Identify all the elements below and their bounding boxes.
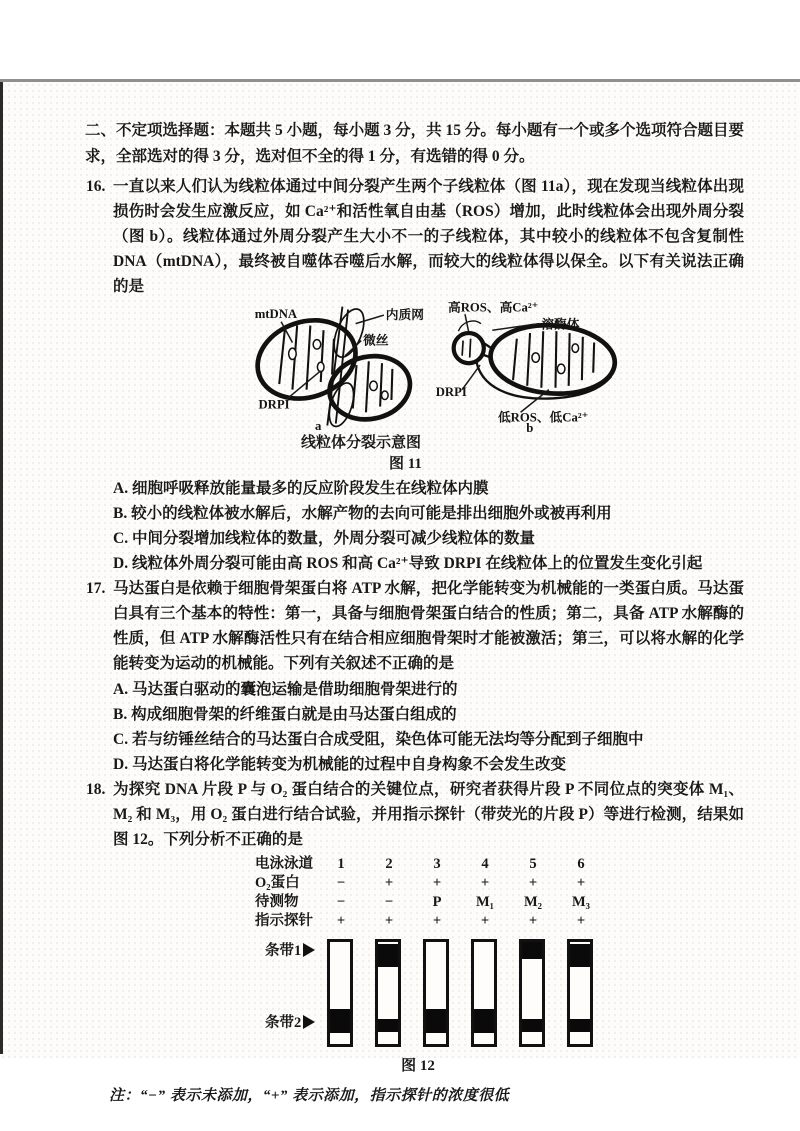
gel-lanes: [327, 939, 593, 1047]
label-lysosome: 溶酶体: [541, 317, 580, 332]
table-row: [255, 912, 744, 931]
label-endoplasmic-reticulum: 内质网: [385, 307, 424, 322]
question-18-stem: 为探究 DNA 片段 P 与 O₂ 蛋白结合的关键位点，研究者获得片段 P 不同位点的突变体 M₁、M₂ 和 M₃，用 O₂ 蛋白进行结合试验，并用指示探针（带荧光的片段 P）等进行检测，结果如图 12。下列分析不正确的是: [113, 781, 744, 848]
cell: +: [576, 913, 586, 929]
band1-thick: [570, 944, 590, 967]
cell: +: [576, 875, 586, 891]
label-drpi-a: DRPI: [258, 397, 290, 412]
cell: +: [432, 875, 442, 891]
gel-lane-2: [375, 939, 401, 1047]
band2-label: [265, 1011, 315, 1032]
cell: 1: [337, 856, 345, 872]
question-16-options: [113, 476, 744, 576]
row-label: 电泳泳道: [255, 856, 313, 872]
page-content: [0, 82, 800, 1105]
cell: −: [384, 894, 394, 910]
cell: −: [336, 875, 346, 891]
option: C. 若与纺锤丝结合的马达蛋白合成受阻，染色体可能无法均等分配到子细胞中: [113, 731, 644, 748]
mitochondria-diagram: [223, 301, 673, 433]
gel-area: [265, 939, 593, 1049]
row-label: 指示探针: [255, 913, 313, 929]
cell: M₃: [571, 894, 591, 910]
option: B. 构成细胞骨架的纤维蛋白就是由马达蛋白组成的: [113, 706, 457, 723]
cell: +: [336, 913, 346, 929]
row-label: O₂蛋白: [255, 875, 300, 891]
option: C. 中间分裂增加线粒体的数量，外周分裂可减少线粒体的数量: [113, 530, 535, 547]
cell: P: [432, 894, 442, 910]
footnote: 注：“−” 表示未添加，“+” 表示添加，指示探针的浓度很低: [109, 1088, 510, 1104]
question-18: [85, 777, 744, 852]
band2-thin: [570, 1019, 590, 1032]
question-16: [85, 174, 744, 299]
band2-label-text: 条带2: [265, 1015, 302, 1031]
option: D. 线粒体外周分裂可能由高 ROS 和高 Ca²⁺导致 DRPI 在线粒体上的位置发生变化引起: [113, 555, 703, 572]
cell: +: [384, 875, 394, 891]
table-row: [255, 855, 744, 874]
band2-thin: [522, 1019, 542, 1032]
cell: 2: [385, 856, 393, 872]
question-17-number: 17.: [86, 580, 106, 597]
band2-thin: [378, 1019, 398, 1032]
question-17: [85, 576, 744, 676]
cell: +: [480, 875, 490, 891]
row-label: 待测物: [255, 894, 299, 910]
question-17-stem: 马达蛋白是依赖于细胞骨架蛋白将 ATP 水解，把化学能转变为机械能的一类蛋白质。马达蛋白具有三个基本的特性：第一，具备与细胞骨架蛋白结合的性质；第二，具备 ATP 水解酶的性质，但 ATP 水解酶活性只有在结合相应细胞骨架时才能被激活；第三，可以将水解的化学能转变为运动的机械能。下列有关叙述不正确的是: [113, 580, 744, 672]
option: A. 细胞呼吸释放能量最多的反应阶段发生在线粒体内膜: [113, 480, 489, 497]
label-low-ros-ca: 低ROS、低Ca²⁺: [497, 410, 589, 425]
question-16-number: 16.: [86, 178, 106, 195]
band1-medium: [522, 942, 542, 959]
section-header: 二、不定项选择题：本题共 5 小题，每小题 3 分，共 15 分。每小题有一个或多个选项符合题目要求，全部选对的得 3 分，选对但不全的得 1 分，有选错的得 0 分。: [85, 122, 744, 165]
table-row: [255, 893, 744, 912]
label-microfilament: 微丝: [363, 333, 389, 348]
cell: 5: [529, 856, 537, 872]
cell: M₂: [523, 894, 543, 910]
gel-lane-3: [423, 939, 449, 1047]
cell: 3: [433, 856, 441, 872]
mitochondrion-b-drawing: [454, 321, 617, 399]
figure-11-caption: 线粒体分裂示意图: [301, 435, 422, 451]
gel-lane-1: [327, 939, 353, 1047]
gel-lane-5: [519, 939, 545, 1047]
cell: +: [528, 913, 538, 929]
cell: −: [336, 894, 346, 910]
figure-12-number: 图 12: [401, 1058, 435, 1074]
band1-label-text: 条带1: [265, 943, 302, 959]
option: D. 马达蛋白将化学能转变为机械能的过程中自身构象不会发生改变: [113, 756, 566, 773]
cell: 6: [577, 856, 585, 872]
option: B. 较小的线粒体被水解后，水解产物的去向可能是排出细胞外或被再利用: [113, 505, 612, 522]
band2-thick: [474, 1009, 494, 1033]
label-high-ros-ca: 高ROS、高Ca²⁺: [448, 301, 539, 315]
cell: +: [384, 913, 394, 929]
panel-b-letter: b: [526, 421, 534, 433]
gel-lane-6: [567, 939, 593, 1047]
question-16-stem: 一直以来人们认为线粒体通过中间分裂产生两个子线粒体（图 11a），现在发现当线粒体出现损伤时会发生应激反应，如 Ca²⁺和活性氧自由基（ROS）增加，此时线粒体会出现外周分裂（图 b）。线粒体通过外周分裂产生大小不一的子线粒体，其中较小的线粒体不包含复制性 DNA（mtDNA），最终被自噬体吞噬后水解，而较大的线粒体得以保全。以下有关说法正确的是: [113, 178, 744, 295]
table-row: [255, 874, 744, 893]
label-mtdna: mtDNA: [254, 306, 298, 321]
question-18-number: 18.: [86, 781, 106, 798]
figure-11: [223, 301, 673, 474]
scanned-page: [0, 82, 800, 1104]
cell: 4: [481, 856, 489, 872]
band2-thick: [426, 1009, 446, 1033]
band1-thick: [378, 944, 398, 967]
panel-a-letter: a: [315, 419, 322, 433]
band1-label: [265, 939, 315, 960]
band1-arrow-icon: [303, 943, 315, 957]
figure-12: [85, 855, 744, 1075]
gel-lane-4: [471, 939, 497, 1047]
option: A. 马达蛋白驱动的囊泡运输是借助细胞骨架进行的: [113, 681, 458, 698]
band2-arrow-icon: [303, 1015, 315, 1029]
label-drpi-b: DRPI: [435, 385, 467, 400]
gel-conditions-table: [255, 855, 744, 931]
cell: M₁: [475, 894, 495, 910]
band2-thick: [330, 1009, 350, 1033]
figure-11-number: 图 11: [389, 456, 422, 472]
cell: +: [528, 875, 538, 891]
cell: +: [480, 913, 490, 929]
cell: +: [432, 913, 442, 929]
question-17-options: [113, 677, 744, 777]
